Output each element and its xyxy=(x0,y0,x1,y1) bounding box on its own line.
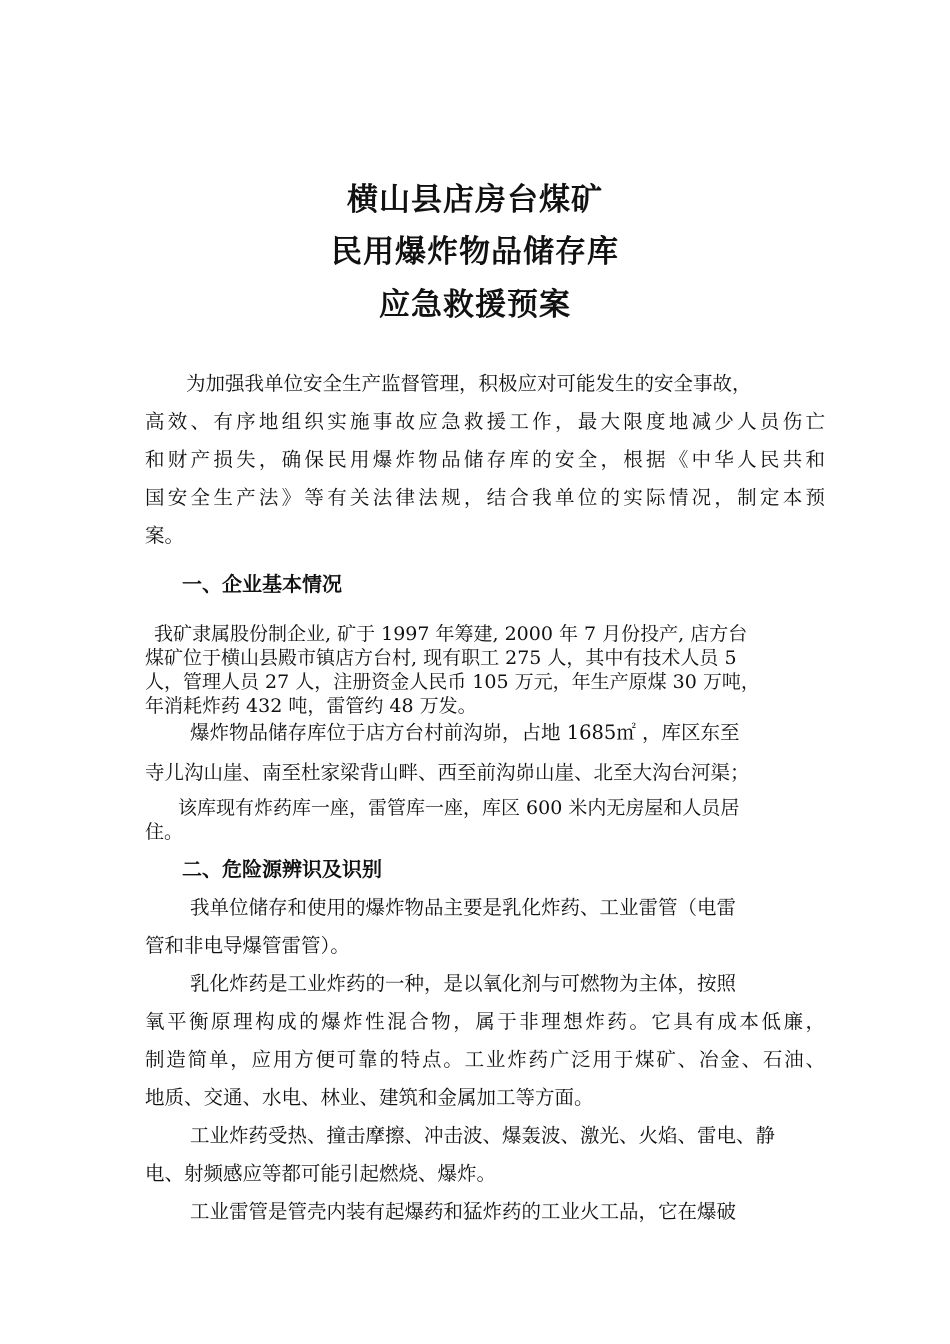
section2-para3-line-1: 工业炸药受热、撞击摩擦、冲击波、爆轰波、激光、火焰、雷电、静 xyxy=(190,1124,776,1147)
section2-para2-line-1: 乳化炸药是工业炸药的一种，是以氧化剂与可燃物为主体，按照 xyxy=(190,972,737,995)
intro-line-4: 国安全生产法》等有关法律法规，结合我单位的实际情况，制定本预 xyxy=(145,486,825,509)
section-heading-1: 一、企业基本情况 xyxy=(182,572,342,596)
section1-para1-line-4: 年消耗炸药 432 吨，雷管约 48 万发。 xyxy=(145,695,477,717)
intro-line-2: 高效、有序地组织实施事故应急救援工作，最大限度地减少人员伤亡 xyxy=(145,410,825,433)
section2-para2-line-3: 制造简单，应用方便可靠的特点。工业炸药广泛用于煤矿、冶金、石油、 xyxy=(145,1048,825,1071)
section1-para2-line-2: 寺儿沟山崖、南至杜家梁背山畔、西至前沟峁山崖、北至大沟台河渠； xyxy=(145,761,750,784)
section1-para1-line-1: 我矿隶属股份制企业, 矿于 1997 年筹建, 2000 年 7 月份投产, 店方台 xyxy=(154,623,748,645)
section2-para1-line-2: 管和非电导爆管雷管）。 xyxy=(145,934,350,957)
section2-para2-line-2: 氧平衡原理构成的爆炸性混合物，属于非理想炸药。它具有成本低廉， xyxy=(145,1010,825,1033)
document-title-line-1: 横山县店房台煤矿 xyxy=(347,182,603,218)
intro-line-1: 为加强我单位安全生产监督管理，积极应对可能发生的安全事故， xyxy=(186,372,752,395)
intro-line-3: 和财产损失，确保民用爆炸物品储存库的安全，根据《中华人民共和 xyxy=(145,448,825,471)
intro-line-5: 案。 xyxy=(145,524,185,547)
section1-para3-line-1: 该库现有炸药库一座，雷管库一座，库区 600 米内无房屋和人员居 xyxy=(178,797,740,819)
section1-para1-line-3: 人，管理人员 27 人，注册资金人民币 105 万元，年生产原煤 30 万吨， xyxy=(145,671,760,693)
section2-para4-line-1: 工业雷管是管壳内装有起爆药和猛炸药的工业火工品，它在爆破 xyxy=(190,1200,737,1223)
section1-para1-line-2: 煤矿位于横山县殿市镇店方台村, 现有职工 275 人，其中有技术人员 5 xyxy=(145,647,737,669)
section2-para2-line-4: 地质、交通、水电、林业、建筑和金属加工等方面。 xyxy=(145,1086,594,1109)
section1-para3-line-2: 住。 xyxy=(145,821,184,843)
document-title-line-2: 民用爆炸物品储存库 xyxy=(331,234,619,270)
document-title-line-3: 应急救援预案 xyxy=(379,287,571,323)
section2-para1-line-1: 我单位储存和使用的爆炸物品主要是乳化炸药、工业雷管（电雷 xyxy=(190,896,737,919)
section1-para2-line-1: 爆炸物品储存库位于店方台村前沟峁，占地 1685㎡ ，库区东至 xyxy=(190,721,740,744)
section2-para3-line-2: 电、射频感应等都可能引起燃烧、爆炸。 xyxy=(145,1162,497,1185)
section-heading-2: 二、危险源辨识及识别 xyxy=(182,857,382,881)
